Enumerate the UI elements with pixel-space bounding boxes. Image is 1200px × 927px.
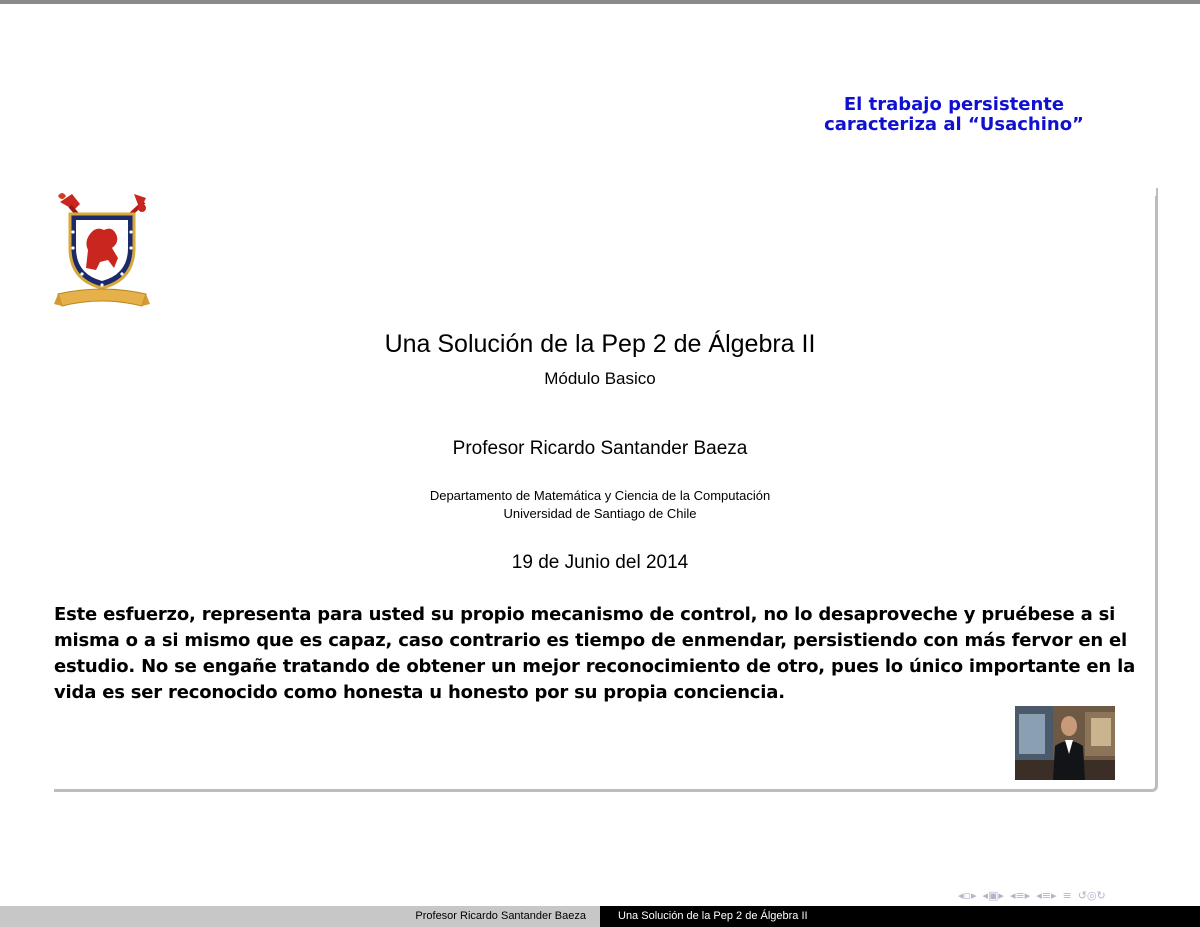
- slide-author: Profesor Ricardo Santander Baeza: [452, 438, 748, 459]
- footer-bar: [0, 906, 1200, 927]
- professor-photo: [1015, 706, 1115, 780]
- nav-search-icon[interactable]: ↺◎↻: [1077, 888, 1106, 902]
- footer-title: Una Solución de la Pep 2 de Álgebra II: [600, 906, 1200, 927]
- slide-date: 19 de Junio del 2014: [511, 552, 689, 573]
- slide-subtitle: Módulo Basico: [544, 369, 656, 388]
- motto: [794, 95, 1114, 135]
- university: Universidad de Santiago de Chile: [503, 506, 697, 521]
- motto-line-1: El trabajo persistente: [843, 94, 1065, 115]
- slide-title: Una Solución de la Pep 2 de Álgebra II: [384, 330, 816, 358]
- institution: [0, 487, 1200, 523]
- top-rule: [0, 0, 1200, 4]
- nav-prev-subsection-icon[interactable]: ◂≡▸: [1036, 888, 1057, 902]
- university-crest-logo: [54, 188, 150, 312]
- beamer-navigation: [958, 887, 1106, 903]
- nav-align-icon[interactable]: ≡: [1062, 888, 1072, 902]
- nav-prev-frame-icon[interactable]: ◂▣▸: [982, 888, 1004, 902]
- footer-author: Profesor Ricardo Santander Baeza: [0, 906, 600, 927]
- motto-line-2: caracteriza al “Usachino”: [824, 114, 1084, 135]
- nav-prev-section-icon[interactable]: ◂≡▸: [1009, 888, 1031, 902]
- department: Departamento de Matemática y Ciencia de la Computación: [429, 488, 771, 503]
- nav-first-icon[interactable]: ◂▫▸: [958, 888, 977, 902]
- motivational-message: Este esfuerzo, representa para usted su propio mecanismo de control, no lo desaproveche y pruébese a si misma o a si mismo que es capaz, caso contrario es tiempo de enmendar, persistiendo con más fervor en el estudio. No se engañe tratando de obtener un mejor reconocimiento de otro, pues lo único importante en la vida es ser reconocido como honesta u honesto por su propia conciencia.: [54, 604, 1136, 703]
